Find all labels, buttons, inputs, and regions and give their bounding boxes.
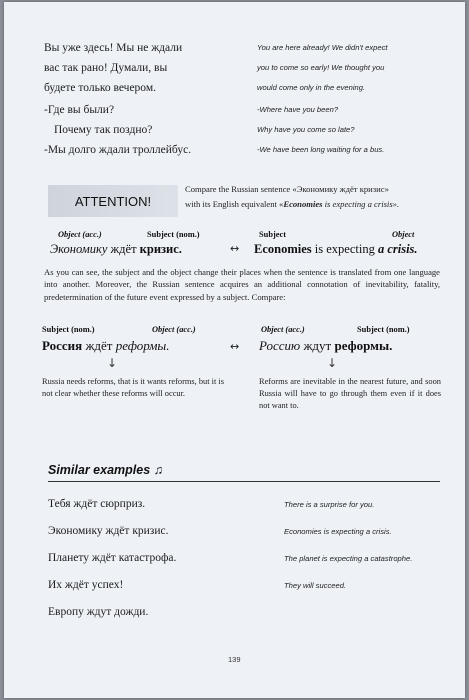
similar-examples-ru-list (48, 491, 268, 626)
ex2-right-subject-label: Subject (nom.) (357, 325, 410, 334)
list-item: Европу ждут дожди. (48, 606, 149, 618)
list-item: Economies is expecting a crisis. (284, 527, 392, 536)
attention-label: ATTENTION! (48, 185, 178, 217)
dialogue-block-1-en (257, 38, 387, 98)
en-line: would come only in the evening. (257, 83, 366, 92)
ru-line: вас так рано! Думали, вы (44, 62, 168, 74)
explanation-paragraph: As you can see, the subject and the object change their places when the sentence is translated from one language into another. Moreover, the Russian sentence acquires an additional connotation of inevitability, fatality, predetermination of the future event expressed by a subject. Compare: (44, 267, 440, 302)
en-line: You are here already! We didn't expect (257, 43, 388, 52)
similar-examples-en-list (284, 491, 454, 599)
ru-line: -Где вы были? (44, 104, 115, 116)
double-arrow-icon: ↔ (230, 340, 240, 353)
ex1-subject-label: Subject (nom.) (147, 230, 200, 239)
ru-line: Вы уже здесь! Мы не ждали (44, 42, 183, 54)
list-item: Экономику ждёт кризис. (48, 525, 169, 537)
list-item: Планету ждёт катастрофа. (48, 552, 177, 564)
down-arrow-icon: ↓ (327, 356, 338, 370)
list-item: Тебя ждёт сюрприз. (48, 498, 146, 510)
list-item: They will succeed. (284, 581, 347, 590)
ex1-en-object-label: Object (392, 230, 415, 239)
ex2-right-object-label: Object (acc.) (261, 325, 305, 334)
ex2-object-label: Object (acc.) (152, 325, 196, 334)
book-page (4, 2, 465, 698)
en-line: you to come so early! We thought you (257, 63, 385, 72)
en-line: -We have been long waiting for a bus. (257, 145, 385, 154)
ex1-russian-sentence: Экономику ждёт кризис. (50, 242, 182, 256)
ex2-russian-sentence-right: Россию ждут реформы. (259, 338, 393, 353)
ex2-left-explanation: Russia needs reforms, that is it wants reforms, but it is not clear whether these reforms will occur. (42, 377, 224, 398)
ex1-english-sentence: Economies is expecting a crisis. (254, 242, 418, 256)
ru-line: Почему так поздно? (54, 124, 153, 136)
list-item: The planet is expecting a catastrophe. (284, 554, 413, 563)
ru-line: -Мы долго ждали троллейбус. (44, 144, 192, 156)
list-item: There is a surprise for you. (284, 500, 375, 509)
en-line: -Where have you been? (257, 105, 339, 114)
attention-note-line1: Compare the Russian sentence «Экономику ждёт кризис» (185, 184, 389, 194)
page-number: 139 (228, 655, 241, 664)
list-item: Их ждёт успех! (48, 579, 124, 591)
section-divider (48, 481, 440, 482)
ex2-right-explanation: Reforms are inevitable in the nearest future, and soon Russia will have to go through them even if it does not want to. (259, 377, 441, 410)
dialogue-block-1-ru (44, 38, 182, 98)
dialogue-block-2-en (257, 100, 384, 160)
ex1-object-label: Object (acc.) (58, 230, 102, 239)
attention-note-line2: with its English equivalent «Economies is expecting a crisis». (185, 199, 400, 209)
ex2-russian-sentence-left: Россия ждёт реформы. (42, 338, 170, 353)
down-arrow-icon: ↓ (107, 356, 118, 370)
similar-examples-heading: Similar examples ♫ (48, 463, 163, 477)
double-arrow-icon: ↔ (230, 242, 240, 255)
ex2-subject-label: Subject (nom.) (42, 325, 95, 334)
en-line: Why have you come so late? (257, 125, 355, 134)
ex1-en-subject-label: Subject (259, 230, 286, 239)
attention-note (185, 183, 445, 210)
dialogue-block-2-ru (44, 100, 191, 160)
ru-line: будете только вечером. (44, 82, 156, 94)
